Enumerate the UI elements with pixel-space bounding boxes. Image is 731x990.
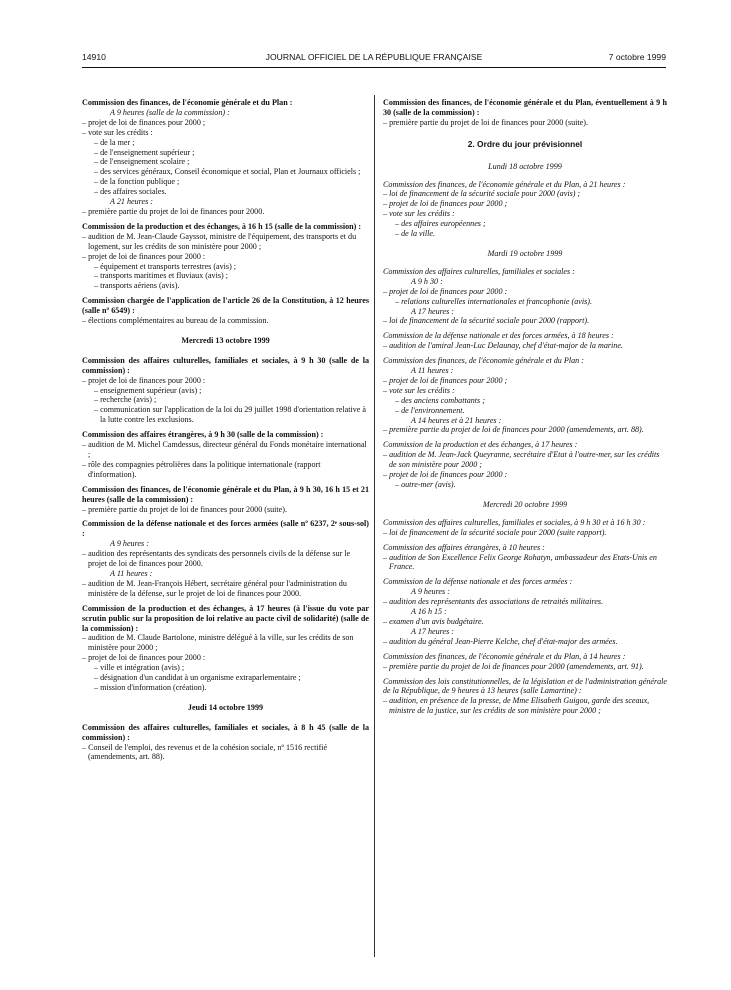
agenda-item: – loi de financement de la sécurité sociale pour 2000 (avis) ; (383, 189, 581, 199)
agenda-item: – rôle des compagnies pétrolières dans la politique internationale (rapport d'information). (82, 459, 321, 479)
committee-heading: Commission chargée de l'application de l'article 26 de la Constitution, à 12 heures (salle nº 6549) : (82, 296, 369, 316)
agenda-subitem: – des anciens combattants ; (395, 395, 485, 405)
committee-heading: Commission de la production et des échanges, à 17 heures (à l'issue du vote par scrutin public sur la proposition de loi relative au pacte civil de solidarité) (salle de la commission) : (82, 603, 369, 633)
agenda-item: – vote sur les crédits : (383, 385, 455, 395)
time-slot: A 9 heures : (411, 587, 450, 597)
time-slot: A 9 heures : (110, 539, 149, 549)
committee-heading: Commission des finances, de l'économie générale et du Plan, à 14 heures : (383, 651, 626, 661)
day-heading: Jeudi 14 octobre 1999 (187, 702, 264, 712)
committee-heading: Commission des affaires culturelles, familiales et sociales, à 9 h 30 (salle de la commission) : (82, 355, 369, 375)
agenda-item: – audition des représentants des associations de retraités militaires. (383, 597, 604, 607)
agenda-entry (82, 356, 369, 425)
agenda-subitem: – transports maritimes et fluviaux (avis) ; (94, 271, 228, 281)
committee-heading: Commission de la défense nationale et des forces armées, à 18 heures : (383, 331, 614, 341)
agenda-entry (383, 543, 667, 573)
agenda-item: – examen d'un avis budgétaire. (383, 616, 484, 626)
agenda-item: – audition de M. Jean-François Hébert, secrétaire général pour l'administration du ministère de la défense, sur le projet de loi de finances pour 2000. (82, 578, 347, 598)
agenda-item: – audition de M. Jean-Claude Gayssot, ministre de l'équipement, des transports et du logement, sur les crédits de son ministère pour 2000 ; (82, 231, 357, 251)
agenda-subitem: – transports aériens (avis). (94, 281, 180, 291)
agenda-item: – première partie du projet de loi de finances pour 2000 (amendements, art. 91). (383, 661, 644, 671)
committee-heading: Commission des affaires culturelles, familiales et sociales, à 8 h 45 (salle de la commission) : (82, 722, 369, 742)
journal-title: JOURNAL OFFICIEL DE LA RÉPUBLIQUE FRANÇAISE (265, 52, 483, 62)
agenda-item: – première partie du projet de loi de finances pour 2000 (suite). (383, 117, 588, 127)
committee-heading: Commission de la défense nationale et des forces armées (salle nº 6237, 2ᵉ sous-sol) : (82, 519, 369, 539)
agenda-item: – projet de loi de finances pour 2000 : (82, 375, 206, 385)
agenda-entry (82, 222, 369, 291)
agenda-item: – Conseil de l'emploi, des revenus et de la cohésion sociale, nº 1516 rectifié (amendements, art. 88). (82, 742, 328, 762)
agenda-entry (383, 356, 667, 435)
agenda-item: – projet de loi de finances pour 2000 : (383, 470, 508, 480)
left-column (82, 98, 369, 767)
time-slot: A 9 h 30 : (411, 276, 443, 286)
issue-date: 7 octobre 1999 (608, 52, 666, 62)
agenda-entry (82, 723, 369, 763)
agenda-item: – projet de loi de finances pour 2000 : (383, 286, 508, 296)
agenda-subitem: – enseignement supérieur (avis) ; (94, 385, 202, 395)
right-column (383, 98, 667, 721)
time-slot: A 11 heures : (411, 366, 454, 376)
agenda-subitem: – des affaires européennes ; (395, 219, 486, 229)
agenda-entry (383, 652, 667, 672)
agenda-subitem: – des services généraux, Conseil économique et social, Plan et Journaux officiels ; (94, 167, 361, 177)
agenda-item: – projet de loi de finances pour 2000 : (82, 653, 206, 663)
time-slot: A 9 heures (salle de la commission) : (110, 107, 230, 117)
day-heading: Mardi 19 octobre 1999 (487, 248, 563, 258)
committee-heading: Commission de la production et des échanges, à 16 h 15 (salle de la commission) : (82, 221, 362, 231)
day-heading: Lundi 18 octobre 1999 (488, 161, 562, 171)
agenda-item: – loi de financement de la sécurité sociale pour 2000 (suite rapport). (383, 527, 607, 537)
day-heading: Mercredi 20 octobre 1999 (482, 499, 568, 509)
agenda-item: – loi de financement de la sécurité sociale pour 2000 (rapport). (383, 316, 590, 326)
agenda-subitem: – de la ville. (395, 229, 436, 239)
page-number: 14910 (82, 52, 106, 62)
page-header (82, 52, 666, 66)
agenda-entry (383, 440, 667, 490)
agenda-subitem: – de la fonction publique ; (94, 177, 180, 187)
committee-heading: Commission des affaires étrangères, à 9 h 30 (salle de la commission) : (82, 430, 324, 440)
time-slot: A 11 heures : (110, 568, 153, 578)
time-slot: A 17 heures : (411, 306, 454, 316)
day-heading: Mercredi 13 octobre 1999 (181, 335, 270, 345)
agenda-entry (82, 430, 369, 480)
agenda-subitem: – recherche (avis) ; (94, 395, 157, 405)
agenda-subitem: – de l'enseignement supérieur ; (94, 147, 195, 157)
agenda-entry (383, 677, 667, 717)
agenda-subitem: – de l'environnement. (395, 405, 465, 415)
agenda-entry (82, 604, 369, 693)
agenda-item: – audition des représentants des syndicats des personnels civils de la défense sur le projet de loi de finances pour 2000. (82, 549, 351, 569)
committee-heading: Commission des affaires étrangères, à 10 heures : (383, 542, 545, 552)
committee-heading: Commission des finances, de l'économie générale et du Plan : (82, 98, 293, 107)
agenda-subitem: – relations culturelles internationales et francophonie (avis). (395, 296, 592, 306)
committee-heading: Commission des finances, de l'économie générale et du Plan, à 21 heures : (383, 179, 626, 189)
agenda-item: – vote sur les crédits : (383, 209, 455, 219)
agenda-subitem: – outre-mer (avis). (395, 480, 456, 489)
committee-heading: Commission des affaires culturelles, familiales et sociales, à 9 h 30 et à 16 h 30 : (383, 517, 646, 527)
agenda-item: – première partie du projet de loi de finances pour 2000 (amendements, art. 88). (383, 425, 644, 435)
time-slot: A 14 heures et à 21 heures : (411, 415, 502, 425)
time-slot: A 17 heures : (411, 626, 454, 636)
agenda-subitem: – de la mer ; (94, 137, 135, 147)
column-divider (374, 95, 375, 957)
agenda-item: – projet de loi de finances pour 2000 : (82, 251, 206, 261)
agenda-entry (383, 331, 667, 351)
committee-heading: Commission de la production et des échanges, à 17 heures : (383, 440, 578, 450)
agenda-entry (82, 98, 369, 217)
agenda-item: – audition, en présence de la presse, de Mme Elisabeth Guigou, garde des sceaux, ministre de la justice, sur les crédits de son ministère pour 2000 ; (383, 696, 650, 716)
agenda-subitem: – mission d'information (création). (94, 682, 207, 692)
header-rule (82, 67, 666, 68)
agenda-item: – audition de l'amiral Jean-Luc Delaunay, chef d'état-major de la marine. (383, 341, 623, 351)
agenda-item: – première partie du projet de loi de finances pour 2000. (82, 206, 265, 216)
time-slot: A 21 heures : (110, 197, 153, 207)
committee-heading: Commission de la défense nationale et des forces armées : (383, 577, 573, 587)
agenda-subitem: – ville et intégration (avis) ; (94, 663, 185, 673)
agenda-entry (82, 485, 369, 515)
agenda-item: – élections complémentaires au bureau de la commission. (82, 316, 269, 326)
agenda-subitem: – des affaires sociales. (94, 187, 167, 197)
agenda-item: – projet de loi de finances pour 2000 ; (82, 117, 206, 127)
agenda-entry (383, 577, 667, 646)
agenda-item: – projet de loi de finances pour 2000 ; (383, 199, 508, 209)
agenda-item: – audition de M. Jean-Jack Queyranne, secrétaire d'Etat à l'outre-mer, sur les crédits de son ministère pour 2000 ; (383, 450, 660, 470)
committee-heading: Commission des finances, de l'économie générale et du Plan, à 9 h 30, 16 h 15 et 21 heures (salle de la commission) : (82, 484, 369, 504)
agenda-subitem: – désignation d'un candidat à un organisme extraparlementaire ; (94, 673, 301, 683)
agenda-entry (383, 518, 667, 538)
committee-heading: Commission des affaires culturelles, familiales et sociales : (383, 266, 575, 276)
agenda-item: – première partie du projet de loi de finances pour 2000 (suite). (82, 504, 287, 514)
agenda-entry (383, 267, 667, 326)
agenda-entry (82, 519, 369, 598)
agenda-subitem: – communication sur l'application de la loi du 29 juillet 1998 d'orientation relative à la lutte contre les exclusions. (94, 405, 366, 425)
agenda-item: – projet de loi de finances pour 2000 ; (383, 375, 508, 385)
committee-heading: Commission des lois constitutionnelles, de la législation et de l'administration générale de la République, de 9 heures à 13 heures (salle Lamartine) : (383, 676, 667, 696)
agenda-item: – audition du général Jean-Pierre Kelche, chef d'état-major des armées. (383, 636, 618, 646)
agenda-item: – audition de Son Excellence Felix George Rohatyn, ambassadeur des Etats-Unis en France. (383, 552, 657, 572)
agenda-item: – audition de M. Claude Bartolone, ministre délégué à la ville, sur les crédits de son ministère pour 2000 ; (82, 633, 354, 653)
agenda-item: – audition de M. Michel Camdessus, directeur général du Fonds monétaire international ; (82, 440, 367, 459)
agenda-entry (383, 98, 667, 128)
section-heading: 2. Ordre du jour prévisionnel (467, 138, 583, 149)
committee-heading: Commission des finances, de l'économie générale et du Plan : (383, 356, 584, 366)
agenda-entry (383, 180, 667, 239)
agenda-subitem: – équipement et transports terrestres (avis) ; (94, 261, 237, 271)
agenda-item: – vote sur les crédits : (82, 127, 153, 137)
agenda-subitem: – de l'enseignement scolaire ; (94, 157, 190, 167)
time-slot: A 16 h 15 : (411, 607, 447, 617)
committee-heading: Commission des finances, de l'économie générale et du Plan, éventuellement à 9 h 30 (salle de la commission) : (383, 98, 667, 117)
agenda-entry (82, 296, 369, 326)
